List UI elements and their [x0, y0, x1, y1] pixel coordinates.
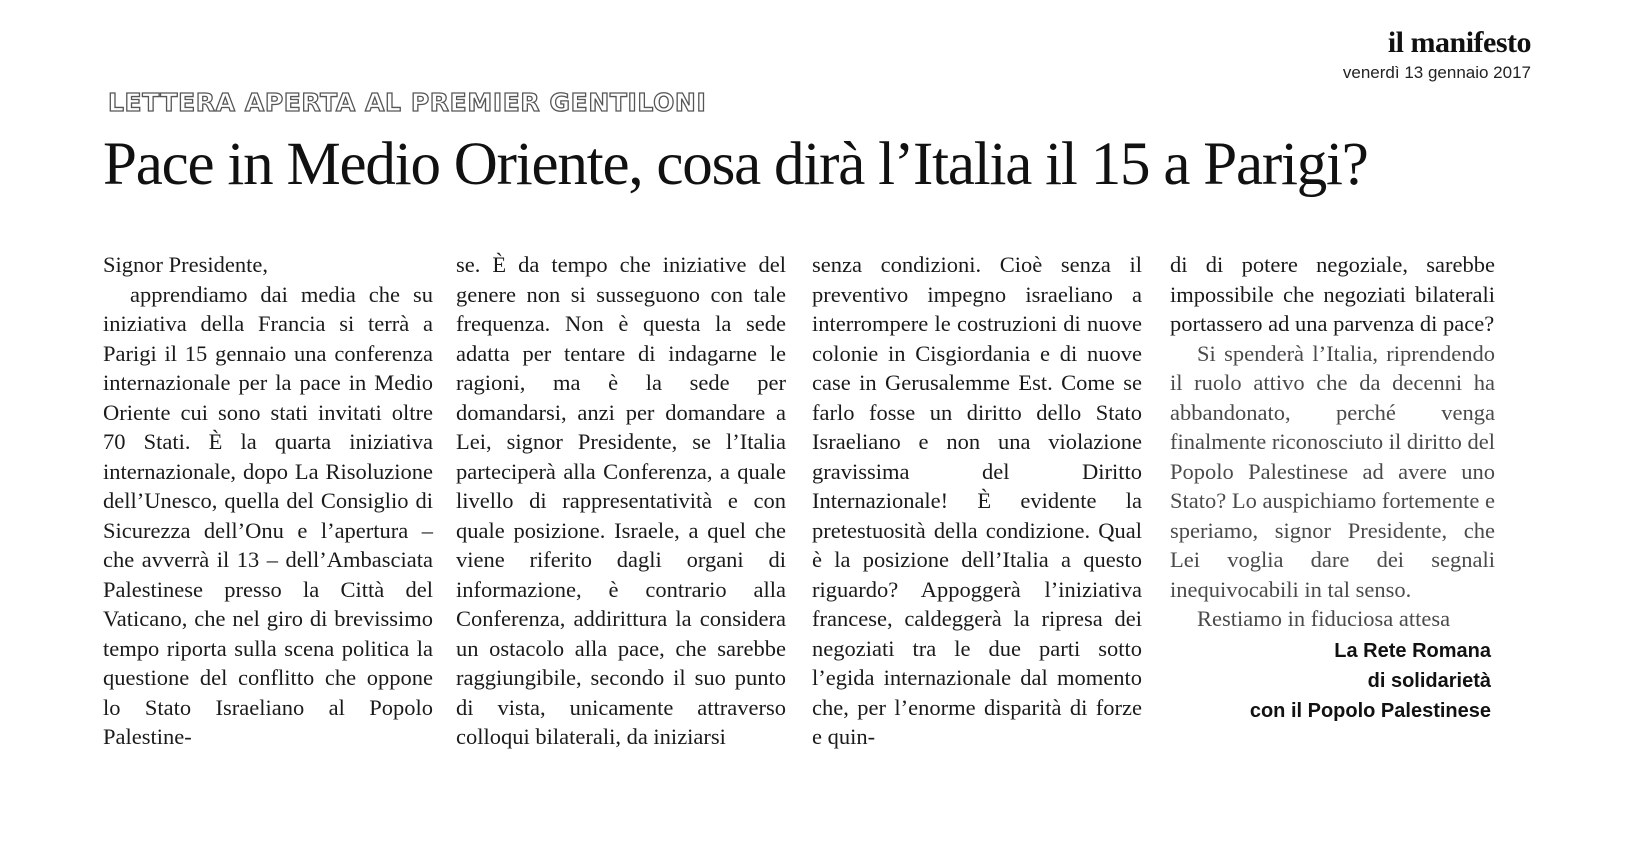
signature-line-1: La Rete Romana — [1334, 639, 1491, 662]
text-column-2 — [456, 250, 786, 752]
text-column-3 — [812, 250, 1142, 752]
salutation: Signor Presidente, — [103, 252, 268, 277]
publication-date: venerdì 13 gennaio 2017 — [1342, 63, 1531, 82]
newspaper-name: il manifesto — [1387, 26, 1531, 59]
text-column-4 — [1170, 250, 1495, 726]
signature-line-2: di solidarietà — [1367, 669, 1491, 692]
article-kicker: LETTERA APERTA AL PREMIER GENTILONI — [108, 88, 707, 117]
signature-line-3: con il Popolo Palestinese — [1249, 699, 1491, 722]
body-paragraph-4: di di potere negoziale, sarebbe impossibile che negoziati bilaterali portassero ad una parvenza di pace? — [1170, 252, 1495, 336]
signature-block — [1170, 636, 1495, 726]
body-paragraph-2: se. È da tempo che iniziative del genere non si susseguono con tale frequenza. Non è questa la sede adatta per tentare di indagarne le ragioni, ma è la sede per domandarsi, anzi per domandare a Lei, signor Presidente, se l’Italia parteciperà alla Conferenza, a quale livello di rappresentatività e con quale posizione. Israele, a quel che viene riferito dagli organi di informazione, è contrario alla Conferenza, addirittura la considera un ostacolo alla pace, che sarebbe raggiungibile, secondo il suo punto di vista, unicamente attraverso colloqui bilaterali, da iniziarsi — [456, 252, 786, 749]
body-paragraph-5: Si spenderà l’Italia, riprendendo il ruolo attivo che da decenni ha abbandonato, perché venga finalmente riconosciuto il diritto del Popolo Palestinese ad avere uno Stato? Lo auspichiamo fortemente e speriamo, signor Presidente, che Lei voglia dare dei segnali inequivocabili in tal senso. — [1170, 340, 1495, 602]
article-headline: Pace in Medio Oriente, cosa dirà l’Italia il 15 a Parigi? — [103, 131, 1368, 198]
body-paragraph-1: apprendiamo dai media che su iniziativa della Francia si terrà a Parigi il 15 gennaio una conferenza internazionale per la pace in Medio Oriente cui sono stati invitati oltre 70 Stati. È la quarta iniziativa internazionale, dopo La Risoluzione dell’Unesco, quella del Consiglio di Sicurezza dell’Onu e l’apertura – che avverrà il 13 – dell’Ambasciata Palestinese presso la Città del Vaticano, che nel giro di brevissimo tempo riporta sulla scena politica la questione del conflitto che oppone lo Stato Israeliano al Popolo Palestine- — [103, 281, 433, 749]
text-column-1 — [103, 250, 433, 752]
masthead — [1343, 26, 1531, 84]
closing-line: Restiamo in fiduciosa attesa — [1197, 606, 1451, 631]
body-paragraph-3: senza condizioni. Cioè senza il preventivo impegno israeliano a interrompere le costruzioni di nuove colonie in Cisgiordania e di nuove case in Gerusalemme Est. Come se farlo fosse un diritto dello Stato Israeliano e non una violazione gravissima del Diritto Internazionale! È evidente la pretestuosità della condizione. Qual è la posizione dell’Italia a questo riguardo? Appoggerà l’iniziativa francese, caldeggerà la ripresa dei negoziati tra le due parti sotto l’egida internazionale dal momento che, per l’enorme disparità di forze e quin- — [812, 252, 1142, 749]
